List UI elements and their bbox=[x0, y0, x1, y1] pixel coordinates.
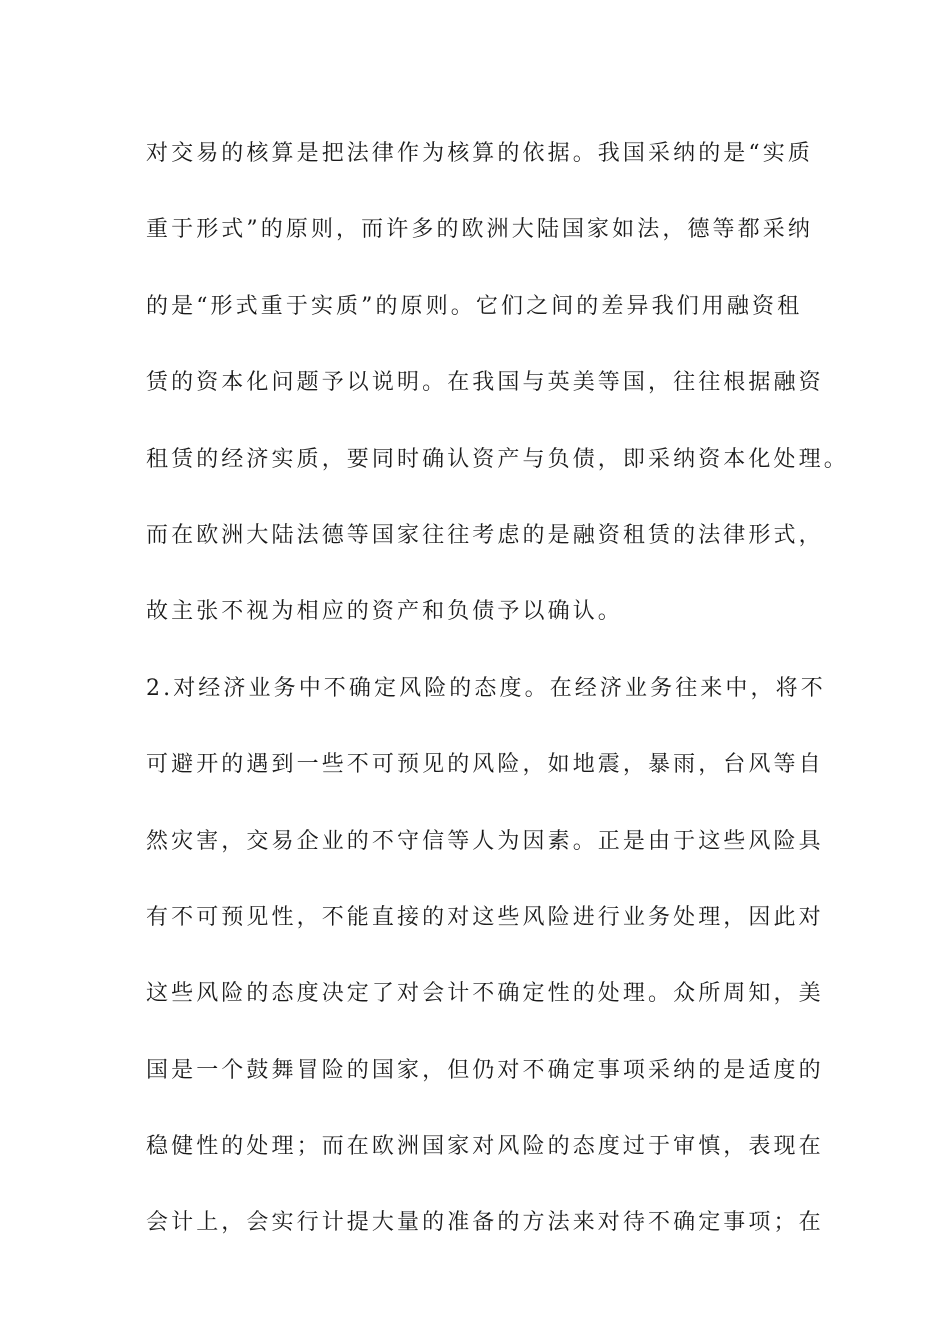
text-line: 国是一个鼓舞冒险的国家，但仍对不确定事项采纳的是适度的 bbox=[146, 1057, 824, 1083]
text-line: 租赁的经济实质，要同时确认资产与负债，即采纳资本化处理。 bbox=[146, 446, 849, 472]
text-line: 的是“形式重于实质”的原则。它们之间的差异我们用融资租 bbox=[146, 293, 803, 319]
text-line: 然灾害，交易企业的不守信等人为因素。正是由于这些风险具 bbox=[146, 828, 824, 854]
body-text bbox=[146, 134, 849, 1280]
text-line: 这些风险的态度决定了对会计不确定性的处理。众所周知，美 bbox=[146, 981, 824, 1007]
text-line: 2.对经济业务中不确定风险的态度。在经济业务往来中，将不 bbox=[146, 675, 826, 701]
text-line: 对交易的核算是把法律作为核算的依据。我国采纳的是“实质 bbox=[146, 141, 813, 166]
text-line: 故主张不视为相应的资产和负债予以确认。 bbox=[146, 599, 623, 625]
text-line: 有不可预见性，不能直接的对这些风险进行业务处理，因此对 bbox=[146, 904, 824, 930]
text-line: 会计上，会实行计提大量的准备的方法来对待不确定事项；在 bbox=[146, 1210, 824, 1236]
text-line: 稳健性的处理；而在欧洲国家对风险的态度过于审慎，表现在 bbox=[146, 1134, 824, 1160]
text-line: 重于形式”的原则，而许多的欧洲大陆国家如法，德等都采纳 bbox=[146, 217, 813, 243]
text-line: 可避开的遇到一些不可预见的风险，如地震，暴雨，台风等自 bbox=[146, 752, 824, 778]
text-line: 赁的资本化问题予以说明。在我国与英美等国，往往根据融资 bbox=[146, 370, 824, 396]
text-line: 而在欧洲大陆法德等国家往往考虑的是融资租赁的法律形式， bbox=[146, 522, 824, 548]
